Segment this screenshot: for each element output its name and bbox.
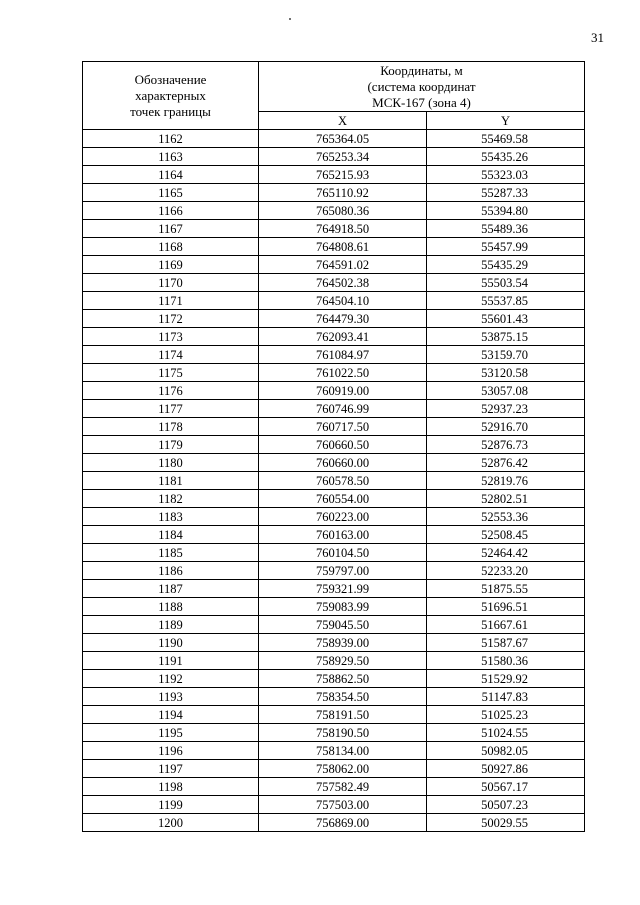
point-number-cell: 1175 bbox=[83, 364, 259, 382]
table-row bbox=[83, 490, 585, 508]
y-coordinate-cell: 50567.17 bbox=[427, 778, 585, 796]
point-number-cell: 1194 bbox=[83, 706, 259, 724]
y-coordinate-cell: 51024.55 bbox=[427, 724, 585, 742]
point-number-cell: 1192 bbox=[83, 670, 259, 688]
table-row bbox=[83, 526, 585, 544]
x-coordinate-cell: 760223.00 bbox=[259, 508, 427, 526]
y-coordinate-cell: 52819.76 bbox=[427, 472, 585, 490]
point-number-cell: 1197 bbox=[83, 760, 259, 778]
x-coordinate-cell: 760104.50 bbox=[259, 544, 427, 562]
table-row bbox=[83, 472, 585, 490]
y-coordinate-cell: 55601.43 bbox=[427, 310, 585, 328]
point-number-cell: 1168 bbox=[83, 238, 259, 256]
x-coordinate-cell: 765215.93 bbox=[259, 166, 427, 184]
y-coordinate-cell: 51587.67 bbox=[427, 634, 585, 652]
y-coordinate-cell: 50029.55 bbox=[427, 814, 585, 832]
y-coordinate-cell: 52876.73 bbox=[427, 436, 585, 454]
table-row bbox=[83, 220, 585, 238]
table-row bbox=[83, 292, 585, 310]
header-point-label-line: характерных bbox=[135, 87, 206, 103]
x-coordinate-cell: 758862.50 bbox=[259, 670, 427, 688]
point-number-cell: 1198 bbox=[83, 778, 259, 796]
header-coordinates bbox=[259, 62, 585, 112]
table-row bbox=[83, 346, 585, 364]
header-coordinates-line: МСК-167 (зона 4) bbox=[372, 95, 471, 110]
point-number-cell: 1163 bbox=[83, 148, 259, 166]
header-coordinates-line: (система координат bbox=[367, 79, 476, 94]
x-coordinate-cell: 764479.30 bbox=[259, 310, 427, 328]
table-row bbox=[83, 364, 585, 382]
y-coordinate-cell: 51580.36 bbox=[427, 652, 585, 670]
point-number-cell: 1196 bbox=[83, 742, 259, 760]
table-row bbox=[83, 400, 585, 418]
table-row bbox=[83, 202, 585, 220]
x-coordinate-cell: 759797.00 bbox=[259, 562, 427, 580]
point-number-cell: 1195 bbox=[83, 724, 259, 742]
y-coordinate-cell: 55394.80 bbox=[427, 202, 585, 220]
table-body bbox=[83, 130, 585, 832]
x-coordinate-cell: 758939.00 bbox=[259, 634, 427, 652]
y-coordinate-cell: 55287.33 bbox=[427, 184, 585, 202]
x-coordinate-cell: 760919.00 bbox=[259, 382, 427, 400]
y-coordinate-cell: 50507.23 bbox=[427, 796, 585, 814]
table-row bbox=[83, 436, 585, 454]
header-point-label bbox=[83, 62, 259, 130]
y-coordinate-cell: 50927.86 bbox=[427, 760, 585, 778]
point-number-cell: 1187 bbox=[83, 580, 259, 598]
x-coordinate-cell: 765364.05 bbox=[259, 130, 427, 148]
point-number-cell: 1179 bbox=[83, 436, 259, 454]
header-x: X bbox=[259, 112, 427, 130]
y-coordinate-cell: 53120.58 bbox=[427, 364, 585, 382]
x-coordinate-cell: 757503.00 bbox=[259, 796, 427, 814]
table-row bbox=[83, 706, 585, 724]
x-coordinate-cell: 765253.34 bbox=[259, 148, 427, 166]
table-row bbox=[83, 652, 585, 670]
x-coordinate-cell: 758134.00 bbox=[259, 742, 427, 760]
scan-dot bbox=[289, 18, 291, 20]
y-coordinate-cell: 51875.55 bbox=[427, 580, 585, 598]
table-row bbox=[83, 616, 585, 634]
y-coordinate-cell: 51147.83 bbox=[427, 688, 585, 706]
point-number-cell: 1178 bbox=[83, 418, 259, 436]
table-row bbox=[83, 598, 585, 616]
y-coordinate-cell: 52916.70 bbox=[427, 418, 585, 436]
x-coordinate-cell: 760163.00 bbox=[259, 526, 427, 544]
table-row bbox=[83, 760, 585, 778]
y-coordinate-cell: 50982.05 bbox=[427, 742, 585, 760]
x-coordinate-cell: 760746.99 bbox=[259, 400, 427, 418]
point-number-cell: 1166 bbox=[83, 202, 259, 220]
table-row bbox=[83, 670, 585, 688]
table-row bbox=[83, 238, 585, 256]
x-coordinate-cell: 765110.92 bbox=[259, 184, 427, 202]
point-number-cell: 1199 bbox=[83, 796, 259, 814]
y-coordinate-cell: 51025.23 bbox=[427, 706, 585, 724]
point-number-cell: 1167 bbox=[83, 220, 259, 238]
x-coordinate-cell: 764502.38 bbox=[259, 274, 427, 292]
point-number-cell: 1169 bbox=[83, 256, 259, 274]
y-coordinate-cell: 52464.42 bbox=[427, 544, 585, 562]
y-coordinate-cell: 52802.51 bbox=[427, 490, 585, 508]
x-coordinate-cell: 758354.50 bbox=[259, 688, 427, 706]
point-number-cell: 1172 bbox=[83, 310, 259, 328]
point-number-cell: 1181 bbox=[83, 472, 259, 490]
table-row bbox=[83, 814, 585, 832]
y-coordinate-cell: 55489.36 bbox=[427, 220, 585, 238]
point-number-cell: 1189 bbox=[83, 616, 259, 634]
table-row bbox=[83, 688, 585, 706]
y-coordinate-cell: 52508.45 bbox=[427, 526, 585, 544]
point-number-cell: 1165 bbox=[83, 184, 259, 202]
x-coordinate-cell: 764504.10 bbox=[259, 292, 427, 310]
point-number-cell: 1190 bbox=[83, 634, 259, 652]
point-number-cell: 1191 bbox=[83, 652, 259, 670]
x-coordinate-cell: 759045.50 bbox=[259, 616, 427, 634]
y-coordinate-cell: 53159.70 bbox=[427, 346, 585, 364]
table-header-row bbox=[83, 62, 585, 112]
coordinates-table bbox=[82, 61, 585, 832]
y-coordinate-cell: 55435.26 bbox=[427, 148, 585, 166]
table-row bbox=[83, 166, 585, 184]
point-number-cell: 1173 bbox=[83, 328, 259, 346]
point-number-cell: 1176 bbox=[83, 382, 259, 400]
point-number-cell: 1193 bbox=[83, 688, 259, 706]
table-row bbox=[83, 274, 585, 292]
table-row bbox=[83, 508, 585, 526]
table-row bbox=[83, 382, 585, 400]
table-row bbox=[83, 742, 585, 760]
page-number: 31 bbox=[591, 30, 604, 45]
table-row bbox=[83, 256, 585, 274]
table-row bbox=[83, 328, 585, 346]
x-coordinate-cell: 758191.50 bbox=[259, 706, 427, 724]
header-coordinates-line: Координаты, м bbox=[380, 63, 463, 78]
x-coordinate-cell: 761084.97 bbox=[259, 346, 427, 364]
header-y: Y bbox=[427, 112, 585, 130]
y-coordinate-cell: 55435.29 bbox=[427, 256, 585, 274]
x-coordinate-cell: 761022.50 bbox=[259, 364, 427, 382]
y-coordinate-cell: 53875.15 bbox=[427, 328, 585, 346]
x-coordinate-cell: 760717.50 bbox=[259, 418, 427, 436]
y-coordinate-cell: 51667.61 bbox=[427, 616, 585, 634]
x-coordinate-cell: 764918.50 bbox=[259, 220, 427, 238]
header-point-label-line: точек границы bbox=[130, 103, 211, 119]
point-number-cell: 1182 bbox=[83, 490, 259, 508]
table-row bbox=[83, 724, 585, 742]
header-point-label-line: Обозначение bbox=[134, 71, 207, 87]
x-coordinate-cell: 760578.50 bbox=[259, 472, 427, 490]
point-number-cell: 1174 bbox=[83, 346, 259, 364]
table-row bbox=[83, 454, 585, 472]
y-coordinate-cell: 51696.51 bbox=[427, 598, 585, 616]
x-coordinate-cell: 757582.49 bbox=[259, 778, 427, 796]
x-coordinate-cell: 760554.00 bbox=[259, 490, 427, 508]
y-coordinate-cell: 55457.99 bbox=[427, 238, 585, 256]
table-row bbox=[83, 148, 585, 166]
x-coordinate-cell: 756869.00 bbox=[259, 814, 427, 832]
point-number-cell: 1171 bbox=[83, 292, 259, 310]
point-number-cell: 1170 bbox=[83, 274, 259, 292]
point-number-cell: 1164 bbox=[83, 166, 259, 184]
point-number-cell: 1162 bbox=[83, 130, 259, 148]
y-coordinate-cell: 55503.54 bbox=[427, 274, 585, 292]
point-number-cell: 1200 bbox=[83, 814, 259, 832]
x-coordinate-cell: 765080.36 bbox=[259, 202, 427, 220]
table-row bbox=[83, 310, 585, 328]
y-coordinate-cell: 55537.85 bbox=[427, 292, 585, 310]
x-coordinate-cell: 758190.50 bbox=[259, 724, 427, 742]
table-row bbox=[83, 778, 585, 796]
y-coordinate-cell: 52937.23 bbox=[427, 400, 585, 418]
x-coordinate-cell: 762093.41 bbox=[259, 328, 427, 346]
table-row bbox=[83, 184, 585, 202]
y-coordinate-cell: 55469.58 bbox=[427, 130, 585, 148]
x-coordinate-cell: 758929.50 bbox=[259, 652, 427, 670]
x-coordinate-cell: 764591.02 bbox=[259, 256, 427, 274]
point-number-cell: 1180 bbox=[83, 454, 259, 472]
point-number-cell: 1184 bbox=[83, 526, 259, 544]
point-number-cell: 1188 bbox=[83, 598, 259, 616]
x-coordinate-cell: 758062.00 bbox=[259, 760, 427, 778]
x-coordinate-cell: 760660.50 bbox=[259, 436, 427, 454]
y-coordinate-cell: 55323.03 bbox=[427, 166, 585, 184]
y-coordinate-cell: 52233.20 bbox=[427, 562, 585, 580]
table-row bbox=[83, 544, 585, 562]
x-coordinate-cell: 764808.61 bbox=[259, 238, 427, 256]
point-number-cell: 1185 bbox=[83, 544, 259, 562]
table-row bbox=[83, 796, 585, 814]
table-row bbox=[83, 580, 585, 598]
point-number-cell: 1177 bbox=[83, 400, 259, 418]
y-coordinate-cell: 53057.08 bbox=[427, 382, 585, 400]
table-row bbox=[83, 562, 585, 580]
table-row bbox=[83, 634, 585, 652]
point-number-cell: 1183 bbox=[83, 508, 259, 526]
point-number-cell: 1186 bbox=[83, 562, 259, 580]
x-coordinate-cell: 759321.99 bbox=[259, 580, 427, 598]
y-coordinate-cell: 52876.42 bbox=[427, 454, 585, 472]
y-coordinate-cell: 51529.92 bbox=[427, 670, 585, 688]
x-coordinate-cell: 759083.99 bbox=[259, 598, 427, 616]
y-coordinate-cell: 52553.36 bbox=[427, 508, 585, 526]
table-row bbox=[83, 130, 585, 148]
x-coordinate-cell: 760660.00 bbox=[259, 454, 427, 472]
table-row bbox=[83, 418, 585, 436]
